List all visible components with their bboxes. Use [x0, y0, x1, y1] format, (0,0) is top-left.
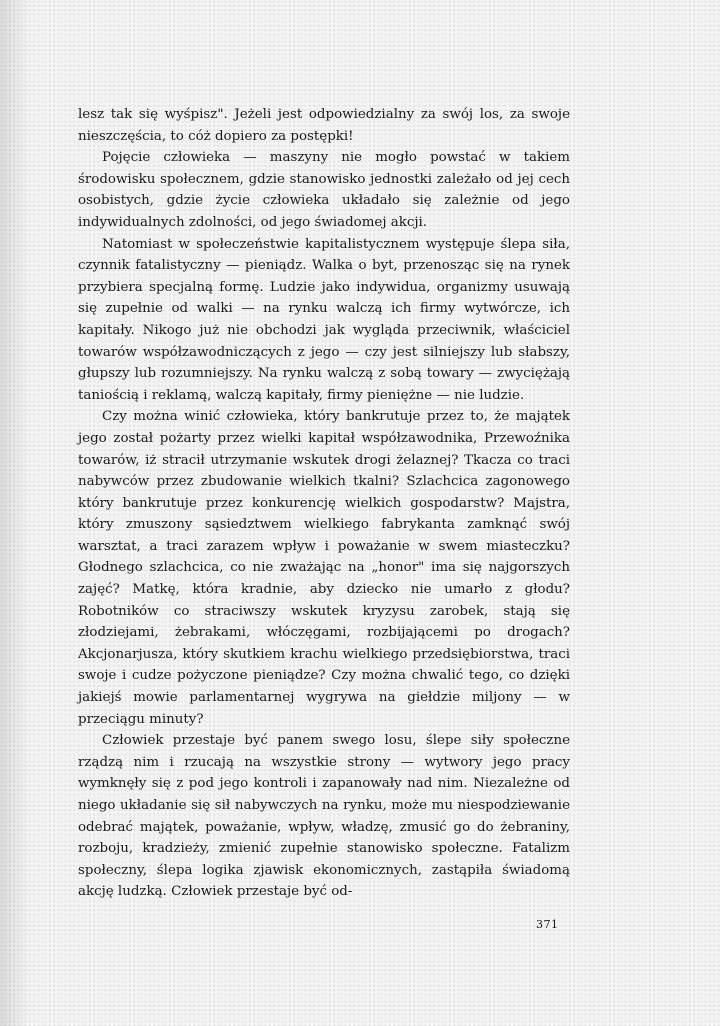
paragraph: Czy można winić człowieka, który bankrutuje przez to, że majątek jego został pożarty przez wielki kapitał współzawodnika, Przewoźnika towarów, iż stracił utrzymanie wskutek drogi żelaznej? Tkacza co traci nabywców przez zbudowanie wielkich tkalni? Szlachcica zagonowego który bankrutuje przez konkurencję wielkich gospodarstw? Majstra, który zmuszony sąsiedztwem wielkiego fabrykanta zamknąć swój warsztat, a traci zarazem wpływ i poważanie w swem miasteczku? Głodnego szlachcica, co nie zważając na „honor" ima się najgorszych zajęć? Matkę, która kradnie, aby dziecko nie umarło z głodu? Robotników co straciwszy wskutek kryzysu zarobek, stają się złodziejami, żebrakami, włóczęgami, rozbijającemi po drogach? Akcjonarjusza, który skutkiem krachu wielkiego przedsiębiorstwa, traci swoje i cudze pożyczone pieniądze? Czy można chwalić tego, co dzięki jakiejś mowie parlamentarnej wygrywa na giełdzie miljony — w przeciągu minuty? — [78, 409, 570, 727]
page-edge-shadow — [0, 0, 30, 1026]
paragraph: Człowiek przestaje być panem swego losu, ślepe siły społeczne rządzą nim i rzucają na wszystkie strony — wytwory jego pracy wymknęły się z pod jego kontroli i zapanowały nad nim. Niezależne od niego układanie się sił nabywczych na rynku, może mu niespodziewanie odebrać majątek, poważanie, wpływ, władzę, zmusić go do żebraniny, rozboju, kradzieży, zmienić zupełnie stanowisko społeczne. Fatalizm społeczny, ślepa logika zjawisk ekonomicznych, zastąpiła świadomą akcję ludzką. Człowiek przestaje być od- — [78, 733, 570, 900]
paragraph: Pojęcie człowieka — maszyny nie mogło powstać w takiem środowisku społecznem, gdzie stanowisko jednostki zależało od jej cech osobistych, gdzie życie człowieka układało się zależnie od jego indywidualnych zdolności, od jego świadomej akcji. — [78, 150, 570, 230]
paragraph: lesz tak się wyśpisz". Jeżeli jest odpowiedzialny za swój los, za swoje nieszczęścia, to cóż dopiero za postępki! — [78, 107, 570, 144]
body-text — [78, 104, 570, 903]
paragraph: Natomiast w społeczeństwie kapitalistycznem występuje ślepa siła, czynnik fatalistyczny — pieniądz. Walka o byt, przenosząc się na rynek przybiera specjalną formę. Ludzie jako indywidua, organizmy usuwają się zupełnie od walki — na rynku walczą ich firmy wytwórcze, ich kapitały. Nikogo już nie obchodzi jak wygląda przeciwnik, właściciel towarów współzawodniczących z jego — czy jest silniejszy lub słabszy, głupszy lub rozumniejszy. Na rynku walczą z sobą towary — zwyciężają taniością i reklamą, walczą kapitały, firmy pieniężne — nie ludzie. — [78, 236, 570, 403]
page-number: 371 — [536, 918, 559, 931]
